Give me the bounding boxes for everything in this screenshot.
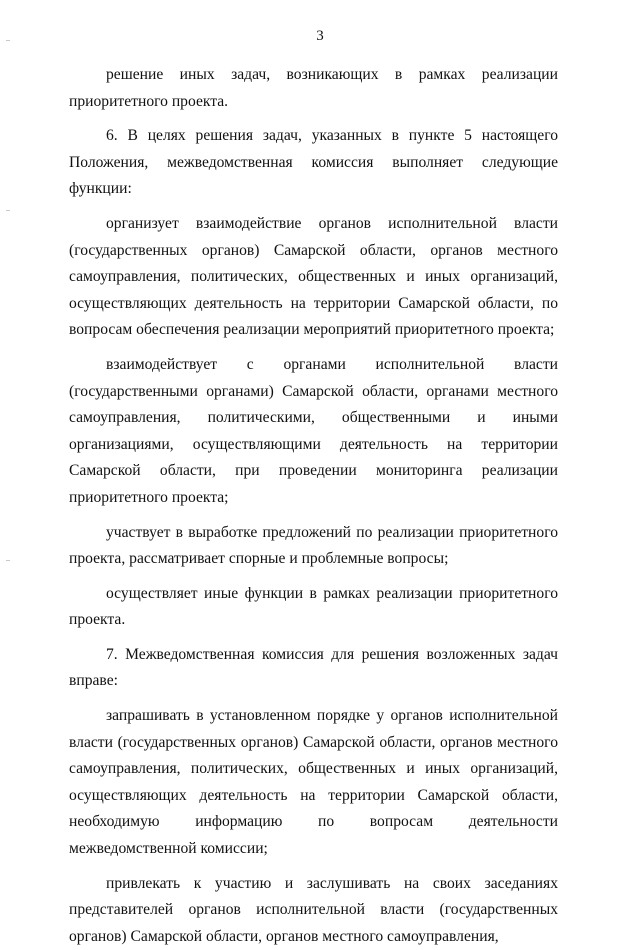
- paragraph-interacts: взаимодействует с органами исполнительной власти (государственными органами) Самарской области, органами местного самоуправления, политическими, общественными и иными организациями, осуществляющими деятельность на территории Самарской области, при проведении мониторинга реализации приоритетного проекта;: [69, 355, 558, 506]
- paragraph-other-functions: осуществляет иные функции в рамках реализации приоритетного проекта.: [69, 584, 558, 629]
- scan-artifact: [6, 210, 10, 211]
- scan-artifact: [6, 40, 10, 41]
- paragraph-clause-6: 6. В целях решения задач, указанных в пункте 5 настоящего Положения, межведомственная комиссия выполняет следующие функции:: [69, 127, 558, 198]
- paragraph-organizes: организует взаимодействие органов исполнительной власти (государственных органов) Самарской области, органов местного самоуправления, политических, общественных и иных организаций, осуществляющих деятельность на территории Самарской области, по вопросам обеспечения реализации мероприятий приоритетного проекта;: [69, 214, 558, 339]
- page-number: 3: [316, 28, 324, 44]
- scan-artifact: [6, 560, 10, 561]
- document-body: [69, 62, 558, 950]
- paragraph-participates: участвует в выработке предложений по реализации приоритетного проекта, рассматривает спорные и проблемные вопросы;: [69, 523, 558, 568]
- paragraph-clause-7: 7. Межведомственная комиссия для решения возложенных задач вправе:: [69, 645, 558, 690]
- paragraph-1: решение иных задач, возникающих в рамках реализации приоритетного проекта.: [69, 66, 558, 110]
- paragraph-request-info: запрашивать в установленном порядке у органов исполнительной власти (государственных органов) Самарской области, органов местного самоуправления, политических, общественных и иных организаций, осуществляющих деятельность на территории Самарской области, необходимую информацию по вопросам деятельности межведомственной комиссии;: [69, 707, 558, 858]
- paragraph-involve: привлекать к участию и заслушивать на своих заседаниях представителей органов исполнительной власти (государственных органов) Самарской области, органов местного самоуправления,: [69, 874, 558, 945]
